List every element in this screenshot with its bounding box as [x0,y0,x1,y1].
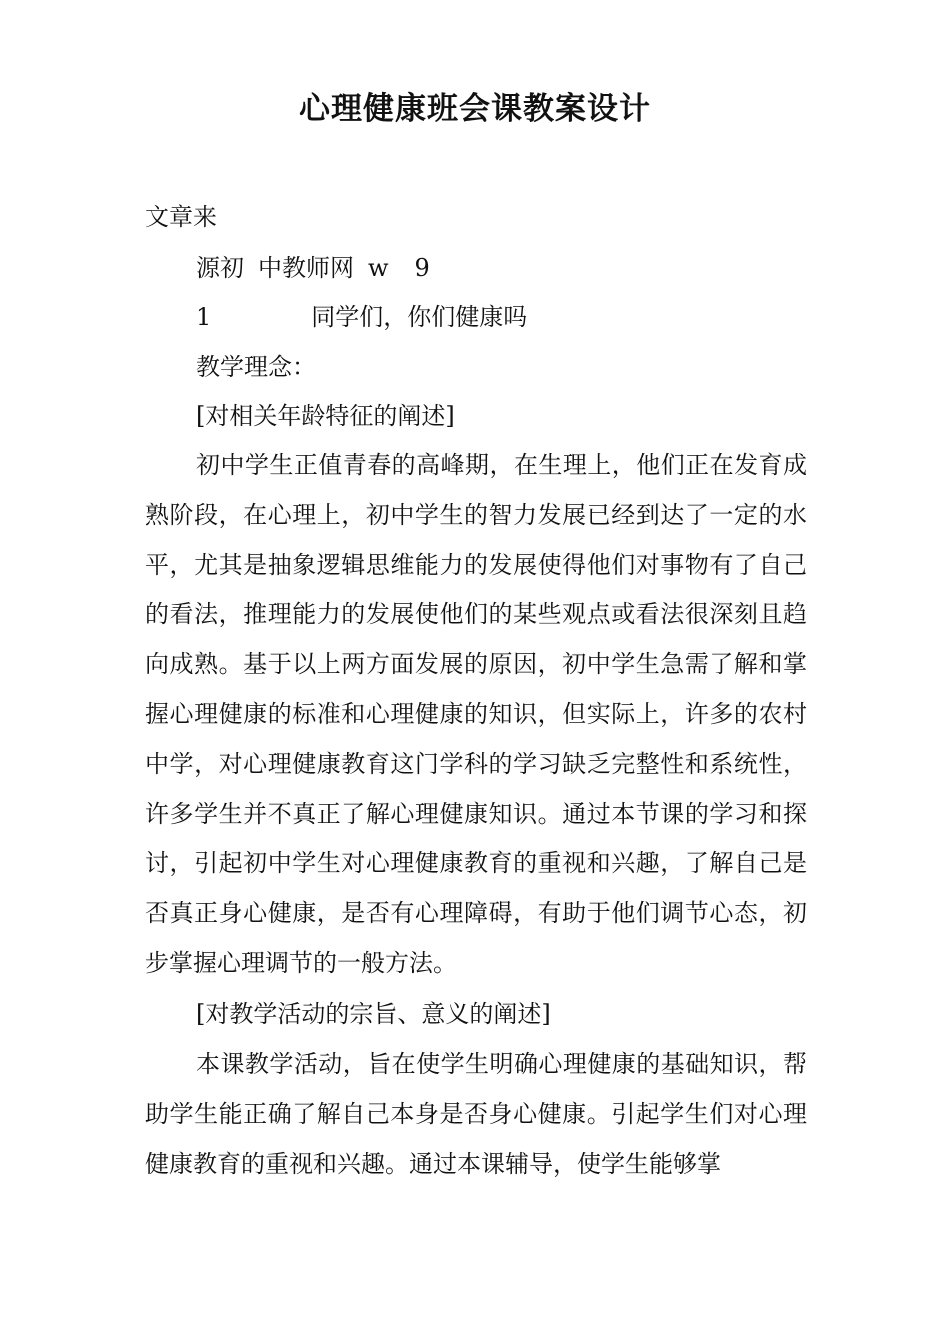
document-title: 心理健康班会课教案设计 [299,91,651,127]
source-line-2 [196,253,430,283]
source-text-a: 源初 [196,254,244,282]
source-text-b: 中教师网 [258,254,354,282]
source-line-3 [196,302,527,332]
source-line-1: 文章来 [145,203,217,231]
paragraph-purpose: 本课教学活动，旨在使学生明确心理健康的基础知识，帮助学生能正确了解自己本身是否身心健康。引起学生们对心理健康教育的重视和兴趣。通过本课辅导，使学生能够掌 [145,1050,807,1178]
paragraph-age-features: 初中学生正值青春的高峰期，在生理上，他们正在发育成熟阶段，在心理上，初中学生的智力发展已经到达了一定的水平，尤其是抽象逻辑思维能力的发展使得他们对事物有了自己的看法，推理能力的发展使他们的某些观点或看法很深刻且趋向成熟。基于以上两方面发展的原因，初中学生急需了解和掌握心理健康的标准和心理健康的知识，但实际上，许多的农村中学，对心理健康教育这门学科的学习缺乏完整性和系统性，许多学生并不真正了解心理健康知识。通过本节课的学习和探讨，引起初中学生对心理健康教育的重视和兴趣，了解自己是否真正身心健康，是否有心理障碍，有助于他们调节心态，初步掌握心理调节的一般方法。 [145,451,807,977]
source-text-c: w [368,254,389,282]
source-text-d: 9 [414,254,430,282]
heading-age-features: [对相关年龄特征的阐述] [196,402,455,430]
source-greeting: 同学们，你们健康吗 [311,303,528,331]
source-number: 1 [196,303,212,331]
section-label: 教学理念： [196,353,316,381]
heading-purpose: [对教学活动的宗旨、意义的阐述] [196,1000,551,1028]
